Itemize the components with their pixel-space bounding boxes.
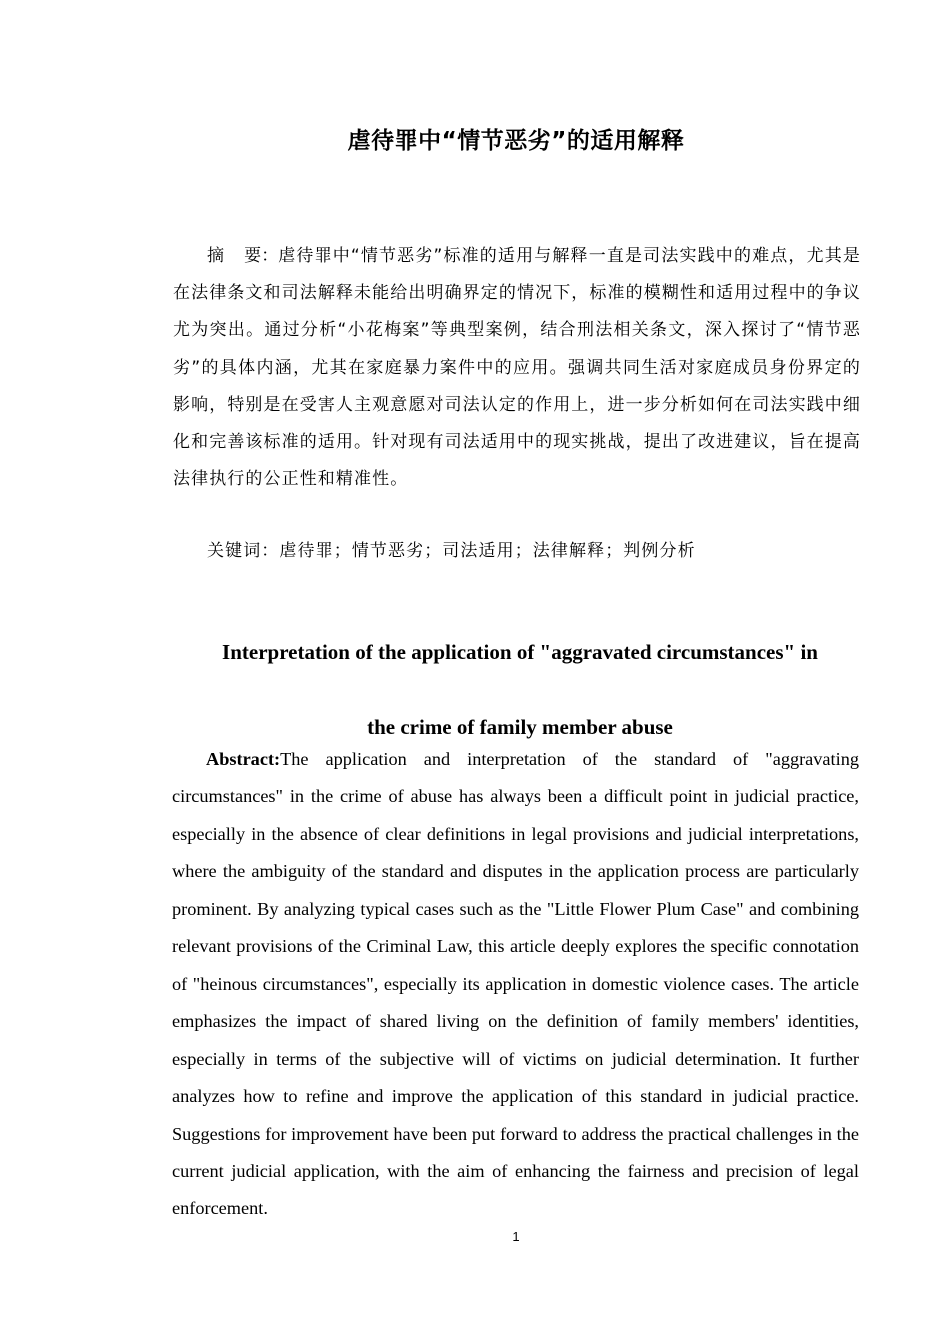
english-abstract-label: Abstract: [206, 749, 281, 769]
english-abstract-text: The application and interpretation of the standard of "aggravating circumstances" in the crime of abuse has always been a difficult point in judicial practice, especially in the absence of clear definitions in legal provisions and judicial interpretations, where the ambiguity of the standard and disputes in the application process are particularly prominent. By analyzing typical cases such as the "Little Flower Plum Case" and combining relevant provisions of the Criminal Law, this article deeply explores the specific connotation of "heinous circumstances", especially its application in domestic violence cases. The article emphasizes the impact of shared living on the definition of family members' identities, especially in terms of the subjective will of victims on judicial determination. It further analyzes how to refine and improve the application of this standard in judicial practice. Suggestions for improvement have been put forward to address the practical challenges in the current judicial application, with the aim of enhancing the fairness and precision of legal enforcement. [172, 749, 859, 1219]
english-abstract [172, 741, 859, 1228]
chinese-abstract [173, 238, 861, 498]
chinese-keywords [207, 534, 867, 568]
chinese-keywords-text: 虐待罪；情节恶劣；司法适用；法律解释；判例分析 [279, 541, 696, 561]
english-title-line-1: Interpretation of the application of "aggravated circumstances" in [222, 640, 818, 664]
english-title-line-2: the crime of family member abuse [367, 715, 673, 739]
chinese-abstract-label [207, 246, 278, 266]
page-number: 1 [512, 1229, 520, 1244]
chinese-abstract-label-part1: 摘 [207, 246, 225, 266]
chinese-abstract-label-part2: 要 [244, 246, 262, 266]
chinese-title: 虐待罪中“情节恶劣”的适用解释 [347, 128, 685, 154]
chinese-keywords-label: 关键词： [207, 541, 280, 561]
chinese-abstract-text: 虐待罪中“情节恶劣”标准的适用与解释一直是司法实践中的难点，尤其是在法律条文和司法解释未能给出明确界定的情况下，标准的模糊性和适用过程中的争议尤为突出。通过分析“小花梅案”等典型案例，结合刑法相关条文，深入探讨了“情节恶劣”的具体内涵，尤其在家庭暴力案件中的应用。强调共同生活对家庭成员身份界定的影响，特别是在受害人主观意愿对司法认定的作用上，进一步分析如何在司法实践中细化和完善该标准的适用。针对现有司法适用中的现实挑战，提出了改进建议，旨在提高法律执行的公正性和精准性。 [173, 246, 862, 490]
chinese-abstract-label-colon: ： [261, 246, 279, 266]
